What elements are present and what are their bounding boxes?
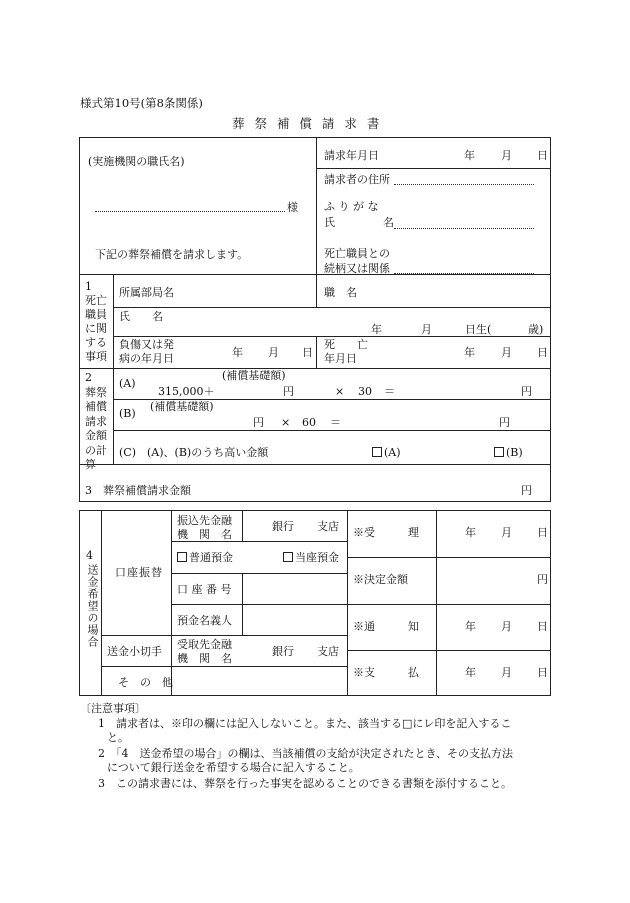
notice-year: 年 (465, 620, 476, 633)
note-1-line-1: 1 請求者は、※印の欄には記入しないこと。また、該当する□にレ印を記入するこ (98, 717, 512, 730)
injury-date-label-2: 病の年月日 (119, 352, 174, 365)
receiving-bank-label-1: 受取先金融 (177, 638, 232, 651)
payment-day: 日 (537, 666, 548, 679)
note-2-line-1: 2 「4 送金希望の場合」の欄は、当該補償の支給が決定されたとき、その支払方法 (98, 747, 514, 760)
payment-label: ※支 払 (353, 666, 419, 679)
request-date-label: 請求年月日 (324, 149, 379, 162)
sama-label: 様 (287, 201, 298, 214)
transfer-bank-label-1: 振込先金融 (177, 514, 232, 527)
form-title: 葬 祭 補 償 請 求 書 (232, 116, 383, 131)
section3-label: 3 葬祭補償請求金額 (85, 484, 191, 497)
relation-field[interactable] (394, 273, 534, 274)
deceased-name-label: 氏 名 (119, 310, 163, 323)
injury-month: 月 (268, 346, 279, 359)
death-day: 日 (537, 346, 548, 359)
applicant-name-field[interactable] (394, 228, 534, 229)
post-label: 職 名 (324, 286, 357, 299)
checkbox-icon (283, 552, 293, 562)
transfer-bank-unit: 銀行 (272, 520, 294, 533)
note-2-line-2: について銀行送金を希望する場合に記入すること。 (107, 761, 360, 774)
account-transfer-label: 口座振替 (115, 566, 163, 579)
payment-month: 月 (501, 666, 512, 679)
request-statement: 下記の葬祭補償を請求します。 (95, 248, 249, 261)
checkbox-icon (177, 552, 187, 562)
transfer-bank-label-2: 機 関 名 (177, 528, 232, 541)
calc-a-base-label: (補償基礎額) (222, 369, 286, 382)
death-year: 年 (464, 346, 475, 359)
death-month: 月 (501, 346, 512, 359)
death-date-label-2: 年月日 (324, 352, 357, 365)
calc-a-formula: 315,000＋ (158, 385, 215, 398)
calc-b-yen: 円 (253, 416, 264, 429)
notes-title: 〔注意事項〕 (80, 702, 146, 715)
receiving-bank-label-2: 機 関 名 (177, 652, 232, 665)
calc-a-equals: ＝ (384, 385, 395, 398)
request-date-month: 月 (501, 149, 512, 162)
section4-label: 送金希望の場合 (86, 564, 99, 648)
age: 歳) (528, 323, 544, 336)
relation-label-1: 死亡職員との (324, 247, 390, 260)
calc-c-label: (C) (A)、(B)のうち高い金額 (119, 446, 269, 459)
ordinary-deposit-option[interactable]: 普通預金 (177, 551, 233, 564)
checkbox-icon (494, 447, 504, 457)
relation-label-2: 続柄又は関係 (324, 262, 390, 275)
transfer-branch-unit: 支店 (317, 520, 339, 533)
death-date-label-1: 死 亡 (324, 338, 368, 351)
injury-day: 日 (302, 346, 313, 359)
furigana-label: ふ り が な (324, 200, 379, 213)
applicant-name-label-a: 氏 (324, 216, 335, 229)
calc-c-option-b[interactable]: (B) (494, 446, 523, 459)
calc-c-option-a[interactable]: (A) (372, 446, 401, 459)
calc-a-times: × (335, 385, 345, 398)
notice-day: 日 (537, 620, 548, 633)
agency-label: (実施機関の職氏名) (88, 155, 185, 168)
remittance-check-label: 送金小切手 (107, 645, 162, 658)
calc-b-base-label: (補償基礎額) (150, 400, 214, 413)
calc-a-result-yen: 円 (521, 385, 532, 398)
request-date-day: 日 (537, 149, 548, 162)
current-deposit-option[interactable]: 当座預金 (283, 551, 339, 564)
injury-date-label-1: 負傷又は発 (119, 338, 174, 351)
section2-label: 2 葬祭 補償 請求 金額 の計 (85, 371, 107, 457)
section1-label: 1 死亡 職員 に関 する 事項 (85, 280, 107, 363)
note-1-line-2: と。 (107, 731, 129, 744)
calc-a-mark: (A) (119, 377, 136, 390)
receiving-branch-unit: 支店 (317, 645, 339, 658)
agency-name-field[interactable] (95, 211, 285, 212)
account-holder-label: 預金名義人 (177, 614, 232, 627)
calc-b-days: 60 (302, 416, 316, 429)
request-date-year: 年 (464, 149, 475, 162)
payment-year: 年 (465, 666, 476, 679)
calc-a-yen: 円 (283, 385, 294, 398)
receiving-bank-unit: 銀行 (272, 645, 294, 658)
form-number: 様式第10号(第8条関係) (80, 96, 203, 110)
section3-yen: 円 (521, 484, 532, 497)
note-3: 3 この請求書には、葬祭を行った事実を認めることのできる書類を添付すること。 (98, 777, 512, 790)
calc-b-mark: (B) (119, 407, 136, 420)
receipt-month: 月 (501, 526, 512, 539)
calc-a-days: 30 (358, 385, 372, 398)
injury-year: 年 (232, 346, 243, 359)
birth-day: 日生( (465, 323, 492, 336)
decision-yen: 円 (537, 573, 548, 586)
checkbox-icon (372, 447, 382, 457)
decision-amount-label: ※決定金額 (353, 573, 408, 586)
remittance-table (79, 510, 551, 696)
calc-b-equals: ＝ (330, 416, 341, 429)
calc-b-times: × (281, 416, 291, 429)
birth-year: 年 (371, 323, 382, 336)
receipt-label: ※受 理 (353, 526, 419, 539)
calc-b-result-yen: 円 (499, 416, 510, 429)
dept-label: 所属部局名 (119, 286, 174, 299)
receipt-day: 日 (537, 526, 548, 539)
address-field[interactable] (394, 184, 534, 185)
notice-label: ※通 知 (353, 620, 419, 633)
receipt-year: 年 (465, 526, 476, 539)
other-label: そ の 他 (118, 676, 173, 689)
section4-number: 4 (86, 549, 93, 562)
notice-month: 月 (501, 620, 512, 633)
applicant-name-label-b: 名 (383, 216, 394, 229)
birth-month: 月 (421, 323, 432, 336)
account-number-label: 口 座 番 号 (177, 583, 232, 596)
address-label: 請求者の住所 (324, 173, 390, 186)
